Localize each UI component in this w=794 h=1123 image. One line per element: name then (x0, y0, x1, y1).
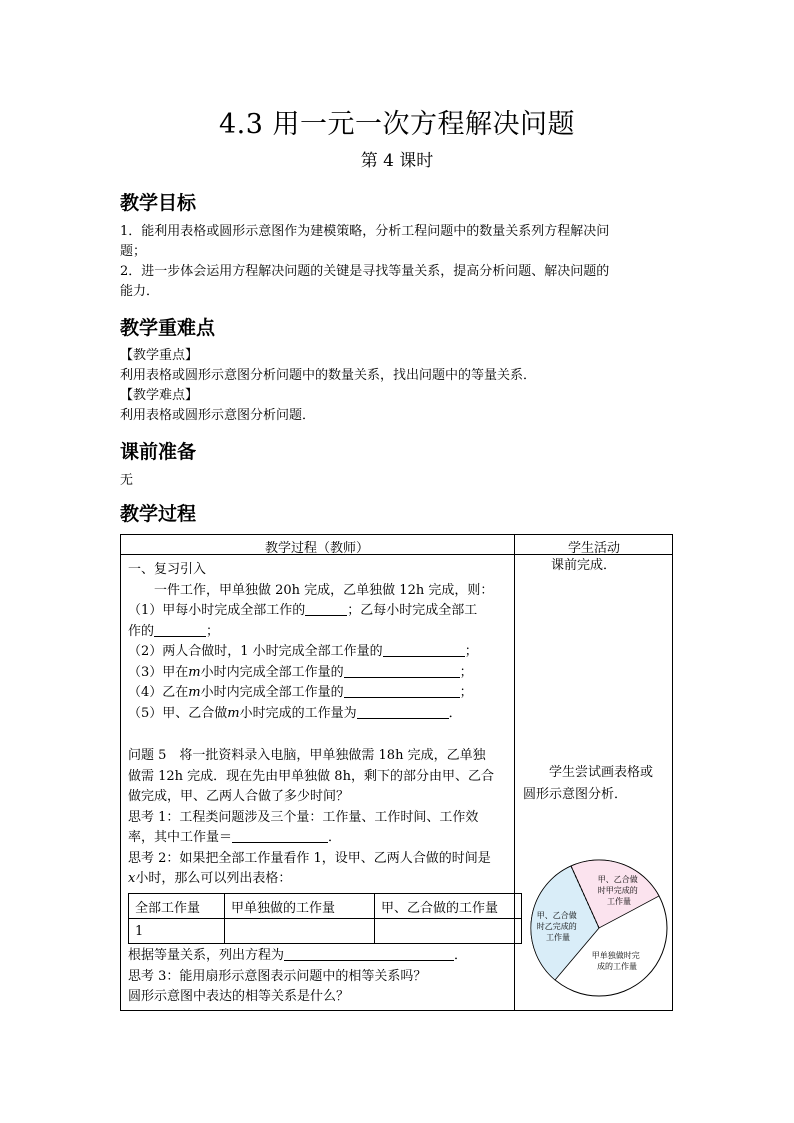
pie-label-blue: 甲、乙合做 时乙完成的 工作量 (536, 911, 577, 942)
section-heading-keypoints: 教学重难点 (120, 317, 216, 339)
problem-section (128, 746, 510, 890)
prep-text: 无 (120, 473, 134, 488)
section-heading-prep: 课前准备 (120, 441, 197, 463)
problem-line: 做需 12h 完成．现在先由甲单独做 8h，剩下的部分由甲、乙合 (128, 768, 494, 784)
section-heading-goals: 教学目标 (120, 192, 197, 214)
problem-line: 问题 5 将一批资料录入电脑，甲单独做需 18h 完成，乙单独 (128, 748, 486, 763)
difficulty-text: 利用表格或圆形示意图分析问题． (120, 408, 316, 423)
goals-text (120, 222, 660, 302)
problem-section-end (128, 946, 510, 1008)
review-heading: 一、复习引入 (128, 562, 207, 577)
think3-cont: 圆形示意图中表达的相等关系是什么？ (128, 989, 350, 1004)
inner-cell (225, 919, 375, 944)
review-q3: （3）甲在m小时内完成全部工作量的 ； (128, 664, 473, 680)
think2: 思考 2：如果把全部工作量看作 1，设甲、乙两人合做的时间是 (128, 850, 491, 866)
key-label: 【教学重点】 (120, 348, 199, 363)
think1-cont: 率，其中工作量＝ ． (128, 830, 342, 845)
student-activity-2: 学生尝试画表格或 圆形示意图分析． (523, 765, 654, 802)
inner-cell (375, 919, 522, 944)
think1: 思考 1：工程类问题涉及三个量：工作量、工作时间、工作效 (128, 809, 479, 825)
inner-header: 全部工作量 (129, 894, 225, 919)
pie-label-pink: 甲、乙合做 时甲完成的 工作量 (597, 875, 638, 906)
think2-cont: x小时，那么可以列出表格： (128, 871, 292, 886)
inner-cell: 1 (129, 919, 225, 944)
inner-header: 甲、乙合做的工作量 (375, 894, 522, 919)
keypoints-text (120, 346, 660, 426)
goal-line: 能力． (120, 284, 160, 299)
student-activity-1: 课前完成． (551, 558, 617, 573)
review-q2: （2）两人合做时，1 小时完成全部工作量的 ； (128, 644, 478, 659)
inner-work-table (128, 893, 522, 945)
goal-line: 2．进一步体会运用方程解决问题的关键是寻找等量关系，提高分析问题、解决问题的 (120, 264, 610, 279)
review-q1: （1）甲每小时完成全部工作的 ；乙每小时完成全部工 (128, 603, 478, 618)
equation-line: 根据等量关系，列出方程为 ． (128, 948, 468, 963)
review-q1-cont: 作的 ； (128, 623, 220, 639)
review-intro: 一件工作，甲单独做 20h 完成，乙单独做 12h 完成，则： (154, 582, 494, 598)
review-section (128, 560, 510, 724)
difficulty-label: 【教学难点】 (120, 388, 199, 403)
think3: 思考 3：能用扇形示意图表示问题中的相等关系吗？ (128, 968, 427, 984)
review-q5: （5）甲、乙合做m小时完成的工作量为 ． (128, 705, 462, 721)
key-text: 利用表格或圆形示意图分析问题中的数量关系，找出问题中的等量关系． (120, 368, 537, 383)
section-heading-process: 教学过程 (120, 503, 197, 525)
problem-line: 做完成，甲、乙两人合做了多少时间？ (128, 789, 350, 804)
pie-diagram (527, 858, 673, 1008)
review-q4: （4）乙在m小时内完成全部工作量的 ； (128, 685, 473, 700)
page-title: 4.3 用一元一次方程解决问题 (218, 109, 576, 140)
page-subtitle: 第 4 课时 (360, 151, 434, 171)
goal-line: 1．能利用表格或圆形示意图作为建模策略，分析工程问题中的数量关系列方程解决问 (120, 224, 610, 239)
pie-label-white: 甲单独做时完 成的工作量 (591, 951, 640, 971)
col-header-student: 学生活动 (567, 541, 620, 556)
goal-line: 题； (120, 244, 147, 259)
inner-header: 甲单独做的工作量 (225, 894, 375, 919)
col-header-teacher: 教学过程（教师） (264, 541, 369, 556)
